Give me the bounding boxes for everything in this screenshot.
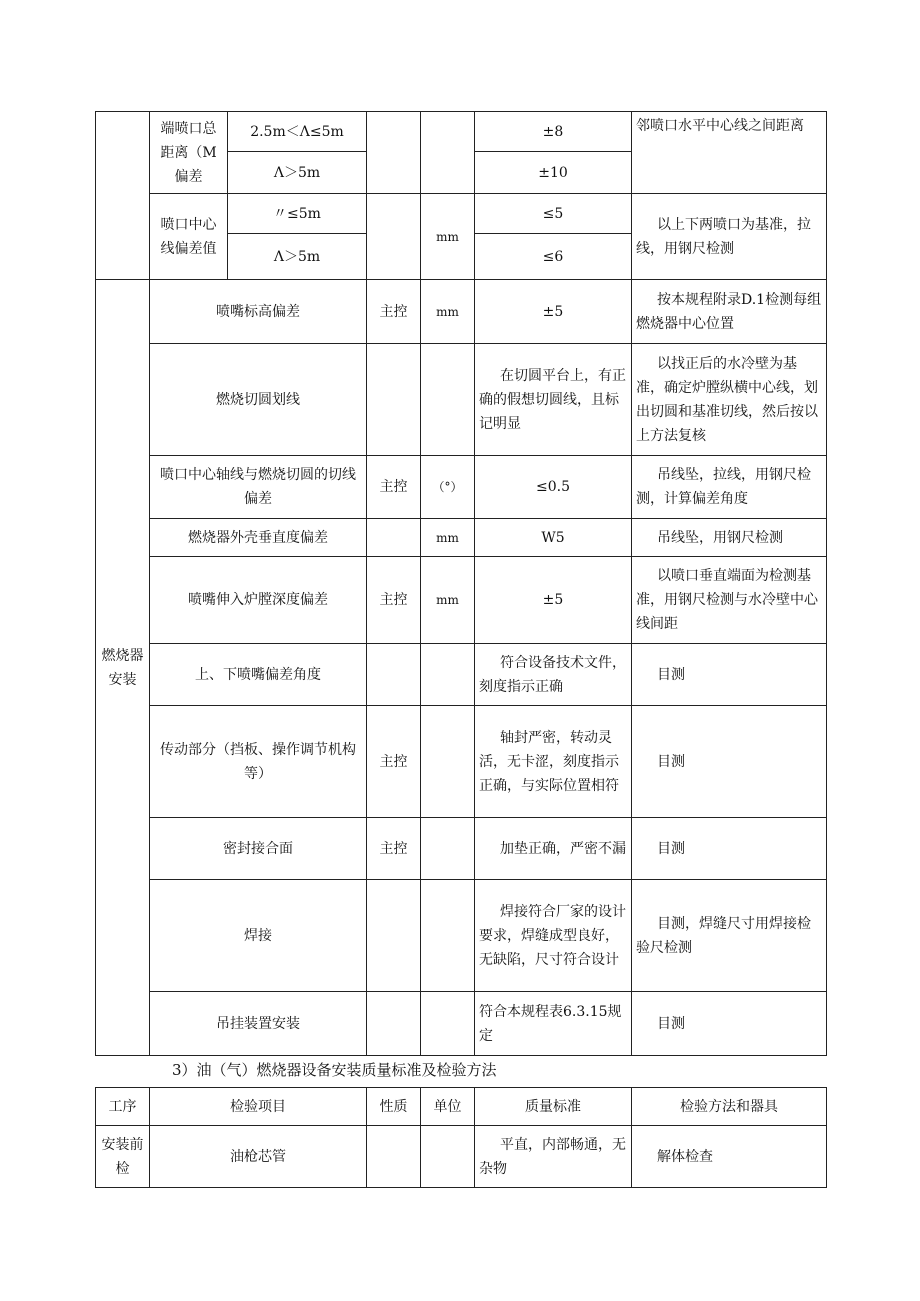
standard-cell: 符合本规程表6.3.15规定 <box>475 992 632 1056</box>
unit-cell: （°） <box>421 456 475 519</box>
table-row <box>96 706 827 818</box>
item-cell: 吊挂装置安装 <box>150 992 367 1056</box>
oil-burner-inspection-table <box>95 1087 827 1188</box>
condition-cell: 2.5m＜Λ≤5m <box>228 112 367 152</box>
standard-cell: ±10 <box>475 152 632 194</box>
nature-cell: 主控 <box>367 557 421 644</box>
nature-cell: 主控 <box>367 818 421 880</box>
unit-cell <box>421 644 475 706</box>
nature-cell <box>367 880 421 992</box>
table-row <box>96 880 827 992</box>
unit-cell: mm <box>421 280 475 344</box>
table-row <box>96 992 827 1056</box>
section-caption: 3）油（气）燃烧器设备安装质量标准及检验方法 <box>172 1061 497 1079</box>
nature-cell <box>367 1126 421 1188</box>
condition-cell: 〃≤5m <box>228 194 367 234</box>
header-standard: 质量标准 <box>475 1088 632 1126</box>
nature-cell <box>367 644 421 706</box>
method-cell: 目测，焊缝尺寸用焊接检验尺检测 <box>632 880 827 992</box>
nature-cell <box>367 519 421 557</box>
standard-cell: ≤6 <box>475 234 632 280</box>
item-cell: 上、下喷嘴偏差角度 <box>150 644 367 706</box>
condition-cell: Λ＞5m <box>228 152 367 194</box>
table-row <box>96 456 827 519</box>
unit-cell: mm <box>421 557 475 644</box>
method-cell: 目测 <box>632 818 827 880</box>
burner-inspection-table <box>95 111 827 1056</box>
item-cell: 油枪芯管 <box>150 1126 367 1188</box>
unit-cell <box>421 880 475 992</box>
method-cell: 吊线坠，拉线，用钢尺检测，计算偏差角度 <box>632 456 827 519</box>
method-cell: 以上下两喷口为基准，拉线，用钢尺检测 <box>632 194 827 280</box>
unit-cell <box>421 344 475 456</box>
table-row <box>96 519 827 557</box>
table-row <box>96 557 827 644</box>
standard-cell: ±8 <box>475 112 632 152</box>
table-header-row <box>96 1088 827 1126</box>
standard-cell: 在切圆平台上，有正确的假想切圆线，且标记明显 <box>475 344 632 456</box>
standard-cell: ±5 <box>475 280 632 344</box>
unit-cell <box>421 992 475 1056</box>
process-cell: 安装前检 <box>96 1126 150 1188</box>
method-cell: 目测 <box>632 706 827 818</box>
method-cell: 以找正后的水冷壁为基准，确定炉膛纵横中心线，划出切圆和基准切线，然后按以上方法复核 <box>632 344 827 456</box>
method-cell: 目测 <box>632 644 827 706</box>
standard-cell: 平直，内部畅通，无杂物 <box>475 1126 632 1188</box>
nature-cell <box>367 344 421 456</box>
method-cell: 以喷口垂直端面为检测基准，用钢尺检测与水冷壁中心线间距 <box>632 557 827 644</box>
nature-cell: 主控 <box>367 280 421 344</box>
unit-cell <box>421 818 475 880</box>
item-cell: 端喷口总距离（M偏差 <box>150 112 228 194</box>
method-cell: 按本规程附录D.1检测每组燃烧器中心位置 <box>632 280 827 344</box>
standard-cell: 符合设备技术文件，刻度指示正确 <box>475 644 632 706</box>
nature-cell <box>367 992 421 1056</box>
unit-cell <box>421 706 475 818</box>
unit-cell: mm <box>421 194 475 280</box>
standard-cell: W5 <box>475 519 632 557</box>
item-cell: 焊接 <box>150 880 367 992</box>
method-cell: 目测 <box>632 992 827 1056</box>
header-item: 检验项目 <box>150 1088 367 1126</box>
nature-cell <box>367 194 421 280</box>
header-process: 工序 <box>96 1088 150 1126</box>
standard-cell: ≤0.5 <box>475 456 632 519</box>
process-cell: 燃烧器安装 <box>96 280 150 1056</box>
table-row <box>96 280 827 344</box>
standard-cell: ≤5 <box>475 194 632 234</box>
table-row <box>96 344 827 456</box>
unit-cell <box>421 1126 475 1188</box>
item-cell: 燃烧器外壳垂直度偏差 <box>150 519 367 557</box>
header-nature: 性质 <box>367 1088 421 1126</box>
item-cell: 密封接合面 <box>150 818 367 880</box>
item-cell: 喷嘴伸入炉膛深度偏差 <box>150 557 367 644</box>
unit-cell: mm <box>421 519 475 557</box>
table-row <box>96 818 827 880</box>
nature-cell <box>367 112 421 194</box>
method-cell: 邻喷口水平中心线之间距离 <box>632 112 827 194</box>
standard-cell: 焊接符合厂家的设计要求，焊缝成型良好，无缺陷，尺寸符合设计 <box>475 880 632 992</box>
method-cell: 解体检查 <box>632 1126 827 1188</box>
standard-cell: ±5 <box>475 557 632 644</box>
unit-cell <box>421 112 475 194</box>
item-cell: 喷口中心轴线与燃烧切圆的切线偏差 <box>150 456 367 519</box>
process-cell-continued <box>96 112 150 280</box>
table-row <box>96 644 827 706</box>
item-cell: 燃烧切圆划线 <box>150 344 367 456</box>
method-cell: 吊线坠，用钢尺检测 <box>632 519 827 557</box>
item-cell: 喷嘴标高偏差 <box>150 280 367 344</box>
condition-cell: Λ＞5m <box>228 234 367 280</box>
item-cell: 喷口中心线偏差值 <box>150 194 228 280</box>
standard-cell: 加垫正确，严密不漏 <box>475 818 632 880</box>
nature-cell: 主控 <box>367 706 421 818</box>
header-unit: 单位 <box>421 1088 475 1126</box>
nature-cell: 主控 <box>367 456 421 519</box>
table-row <box>96 1126 827 1188</box>
table-row <box>96 194 827 234</box>
table-row <box>96 112 827 152</box>
header-method: 检验方法和器具 <box>632 1088 827 1126</box>
standard-cell: 轴封严密，转动灵活，无卡涩，刻度指示正确，与实际位置相符 <box>475 706 632 818</box>
item-cell: 传动部分（挡板、操作调节机构等） <box>150 706 367 818</box>
